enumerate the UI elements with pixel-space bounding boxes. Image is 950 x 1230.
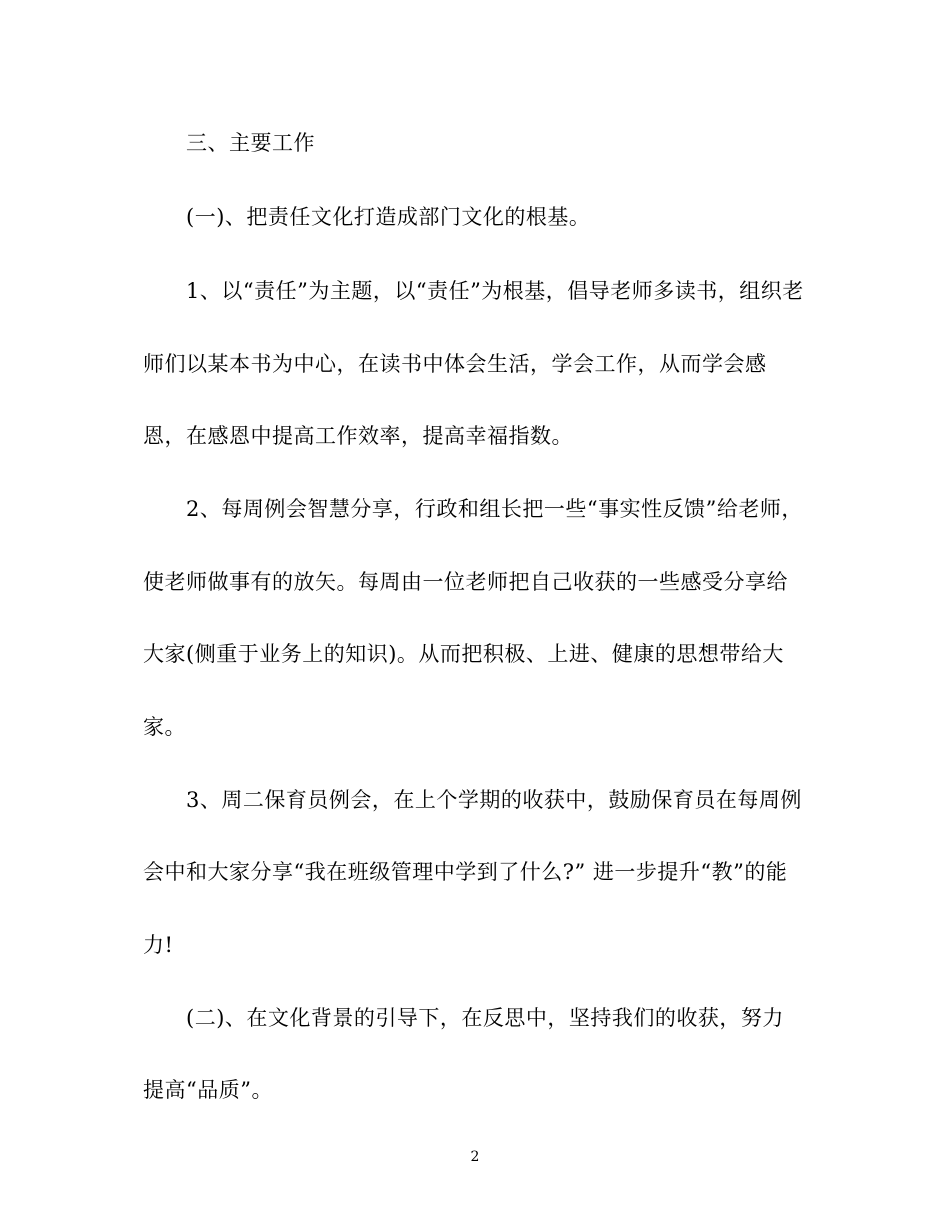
section-heading: 三、主要工作 bbox=[186, 131, 315, 155]
paragraph-3-line-1: 3、周二保育员例会，在上个学期的收获中，鼓励保育员在每周例 bbox=[186, 788, 802, 812]
paragraph-2-line-4: 家。 bbox=[143, 715, 186, 739]
paragraph-3-line-2: 会中和大家分享“我在班级管理中学到了什么?” 进一步提升“教”的能 bbox=[143, 860, 788, 884]
paragraph-1-line-2: 师们以某本书为中心，在读书中体会生活，学会工作，从而学会感 bbox=[143, 352, 767, 376]
paragraph-3-line-3: 力! bbox=[143, 933, 174, 957]
paragraph-2-line-1: 2、每周例会智慧分享，行政和组长把一些“事实性反馈”给老师， bbox=[186, 497, 803, 521]
subsection-heading-2-line-1: (二)、在文化背景的引导下，在反思中，坚持我们的收获，努力 bbox=[186, 1006, 784, 1030]
paragraph-2-line-3: 大家(侧重于业务上的知识)。从而把积极、上进、健康的思想带给大 bbox=[143, 642, 784, 666]
page-number: 2 bbox=[470, 1149, 480, 1165]
subsection-heading-2-line-2: 提高“品质”。 bbox=[143, 1078, 273, 1102]
paragraph-1-line-1: 1、以“责任”为主题，以“责任”为根基，倡导老师多读书，组织老 bbox=[186, 279, 804, 303]
paragraph-1-line-3: 恩，在感恩中提高工作效率，提高幸福指数。 bbox=[143, 424, 573, 448]
subsection-heading-1: (一)、把责任文化打造成部门文化的根基。 bbox=[186, 205, 591, 229]
paragraph-2-line-2: 使老师做事有的放矢。每周由一位老师把自己收获的一些感受分享给 bbox=[143, 570, 788, 594]
